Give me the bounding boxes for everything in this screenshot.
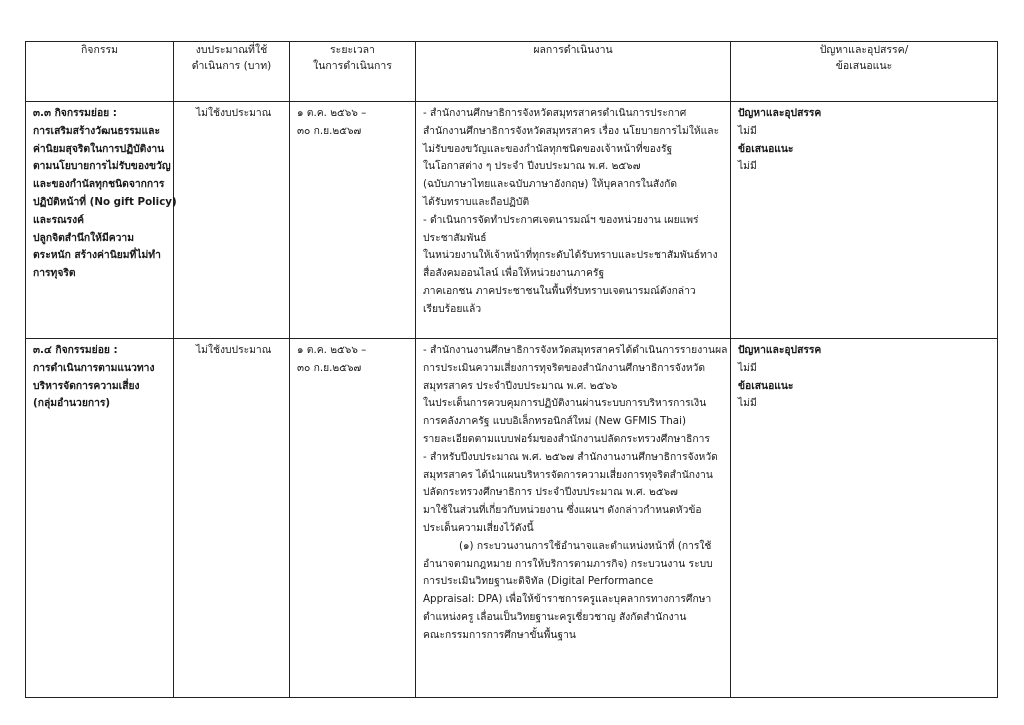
problems-line: ไม่มี (738, 397, 757, 410)
result-line: ได้รับทราบและถือปฏิบัติ (423, 195, 530, 208)
activity-cell (26, 102, 177, 339)
activity-line: (กลุ่มอำนวยการ) (33, 397, 111, 410)
budget-line: ไม่ใช้งบประมาณ (196, 344, 272, 356)
result-line: ประชาสัมพันธ์ (423, 231, 487, 244)
result-line: ในโอกาสต่าง ๆ ประจำ ปีงบประมาณ พ.ศ. ๒๕๖๗ (423, 160, 641, 173)
header-activity-line: กิจกรรม (80, 44, 119, 56)
result-line: ในหน่วยงานให้เจ้าหน้าที่ทุกระดับได้รับทราบและประชาสัมพันธ์ทาง (423, 249, 718, 262)
header-problems-line: ปัญหาและอุปสรรค/ (819, 44, 909, 56)
result-line: มาใช้ในส่วนที่เกี่ยวกับหน่วยงาน ซึ่งแผนฯ ดังกล่าวกำหนดหัวข้อ (423, 504, 702, 517)
table-row (26, 102, 998, 339)
result-line: - สำนักงานศึกษาธิการจังหวัดสมุทรสาครดำเนินการประกาศ (423, 107, 687, 119)
activity-line: และของกำนัลทุกชนิดจากการ (33, 178, 165, 191)
result-line: ประเด็นความเสี่ยงไว้ดังนี้ (423, 521, 534, 534)
result-line: (๑) กระบวนงานการใช้อำนาจและตำแหน่งหน้าที่ (การใช้ (459, 539, 712, 552)
result-line: ในประเด็นการควบคุมการปฏิบัติงานผ่านระบบการบริหารการเงิน (423, 397, 707, 410)
activity-line: ๓.๔ กิจกรรมย่อย : (33, 344, 118, 356)
activity-line: ค่านิยมสุจริตในการปฏิบัติงาน (33, 142, 165, 155)
result-line: สมุทรสาคร ได้นำแผนบริหารจัดการความเสี่ยงการทุจริตสำนักงาน (423, 468, 713, 481)
activity-line: และรณรงค์ (33, 213, 85, 226)
result-cell (416, 339, 731, 698)
result-line: การคลังภาครัฐ แบบอิเล็กทรอนิกส์ใหม่ (New GFMIS Thai) (423, 415, 686, 428)
activity-line: บริหารจัดการความเสี่ยง (33, 379, 140, 392)
header-budget-line: งบประมาณที่ใช้ (195, 44, 268, 56)
header-budget-line: ดำเนินการ (บาท) (191, 60, 272, 72)
activity-line: การดำเนินการตามแนวทาง (33, 361, 155, 374)
activity-line: ตามนโยบายการไม่รับของขวัญ (33, 160, 171, 173)
result-line: คณะกรรมการการศึกษาขั้นพื้นฐาน (423, 628, 576, 641)
header-activity (26, 42, 174, 102)
result-line: ตำแหน่งครู เลื่อนเป็นวิทยฐานะครูเชี่ยวชาญ สังกัดสำนักงาน (423, 610, 687, 623)
header-budget (174, 42, 290, 102)
problems-line: ไม่มี (738, 124, 757, 137)
header-period-line: ระยะเวลา (330, 44, 375, 56)
activity-line: ปลูกจิตสำนึกให้มีความ (33, 231, 134, 244)
period-line: ๑ ต.ค. ๒๕๖๖ – (297, 107, 367, 119)
problems-line: ข้อเสนอแนะ (738, 142, 794, 155)
result-line: สมุทรสาคร ประจำปีงบประมาณ พ.ศ. ๒๕๖๖ (423, 379, 618, 392)
period-cell (290, 102, 416, 339)
result-line: (ฉบับภาษาไทยและฉบับภาษาอังกฤษ) ให้บุคลากรในสังกัด (423, 178, 678, 191)
result-line: ปลัดกระทรวงศึกษาธิการ ประจำปีงบประมาณ พ.ศ. ๒๕๖๗ (423, 486, 678, 499)
result-line: การประเมินความเสี่ยงการทุจริตของสำนักงานศึกษาธิการจังหวัด (423, 361, 706, 374)
result-line: - สำหรับปีงบประมาณ พ.ศ. ๒๕๖๗ สำนักงานงานศึกษาธิการจังหวัด (423, 450, 718, 463)
header-problems-line: ข้อเสนอแนะ (835, 60, 893, 72)
header-row (26, 42, 998, 102)
result-line: สื่อสังคมออนไลน์ เพื่อให้หน่วยงานภาครัฐ (423, 267, 605, 280)
header-result (416, 42, 731, 102)
problems-line: ปัญหาและอุปสรรค (738, 107, 822, 119)
problems-line: ไม่มี (738, 160, 757, 173)
header-period-line: ในการดำเนินการ (313, 60, 392, 72)
problems-cell (731, 102, 998, 339)
result-line: - สำนักงานงานศึกษาธิการจังหวัดสมุทรสาครได้ดำเนินการรายงานผล (423, 344, 728, 356)
result-line: รายละเอียดตามแบบฟอร์มของสำนักงานปลัดกระทรวงศึกษาธิการ (423, 432, 710, 445)
activity-line: ปฏิบัติหน้าที่ (No gift Policy) (33, 195, 177, 208)
period-line: ๑ ต.ค. ๒๕๖๖ – (297, 344, 367, 356)
header-result-line: ผลการดำเนินงาน (533, 44, 613, 56)
header-problems (731, 42, 998, 102)
activity-line: ตระหนัก สร้างค่านิยมที่ไม่ทำ (33, 249, 161, 262)
result-line: Appraisal: DPA) เพื่อให้ข้าราชการครูและบุคลากรทางการศึกษา (423, 593, 712, 606)
problems-line: ข้อเสนอแนะ (738, 379, 794, 392)
activity-line: การเสริมสร้างวัฒนธรรมและ (33, 124, 161, 137)
table-row (26, 339, 998, 698)
problems-cell (731, 339, 998, 698)
result-line: อำนาจตามกฎหมาย การให้บริการตามภารกิจ) กระบวนงาน ระบบ (423, 557, 713, 570)
budget-cell (174, 102, 290, 339)
result-cell (416, 102, 731, 339)
budget-cell (174, 339, 290, 698)
result-line: ไม่รับของขวัญและของกำนัลทุกชนิดของเจ้าหน้าที่ของรัฐ (423, 142, 673, 155)
activity-line: การทุจริต (33, 267, 76, 280)
activity-cell (26, 339, 174, 698)
problems-line: ปัญหาและอุปสรรค (738, 344, 822, 356)
period-cell (290, 339, 416, 698)
header-period (290, 42, 416, 102)
budget-line: ไม่ใช้งบประมาณ (196, 107, 272, 119)
result-line: เรียบร้อยแล้ว (423, 302, 482, 315)
result-line: การประเมินวิทยฐานะดิจิทัล (Digital Performance (423, 575, 654, 588)
result-line: - ดำเนินการจัดทำประกาศเจตนารมณ์ฯ ของหน่วยงาน เผยแพร่ (423, 213, 699, 226)
result-line: สำนักงานศึกษาธิการจังหวัดสมุทรสาคร เรื่อง นโยบายการไม่ให้และ (423, 124, 720, 137)
result-line: ภาคเอกชน ภาคประชาชนในพื้นที่รับทราบเจตนารมณ์ดังกล่าว (423, 284, 696, 297)
problems-line: ไม่มี (738, 361, 757, 374)
period-line: ๓๐ ก.ย.๒๕๖๗ (297, 361, 362, 374)
period-line: ๓๐ ก.ย.๒๕๖๗ (297, 124, 362, 137)
report-table (25, 41, 998, 698)
activity-line: ๓.๓ กิจกรรมย่อย : (33, 107, 117, 119)
